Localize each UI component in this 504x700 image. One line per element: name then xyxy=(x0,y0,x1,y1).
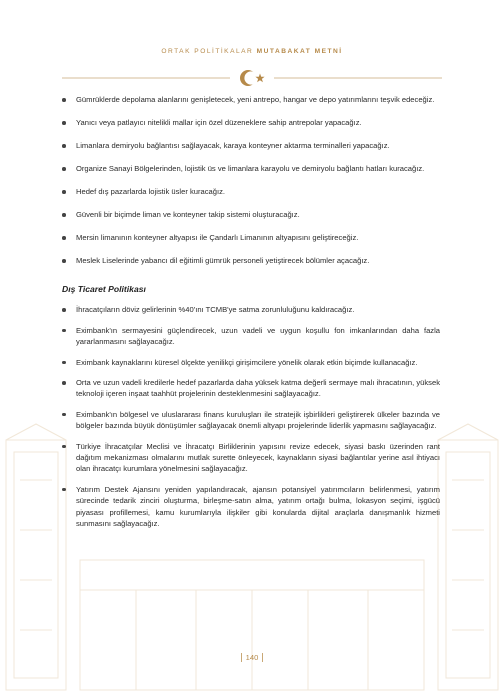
crescent-star-icon xyxy=(240,70,265,86)
bullet-text: Yatırım Destek Ajansını yeniden yapılandıracak, ajansın potansiyel yatırımcıların belirlenmesi, yatırım sürecinde tedarik zinciri oluşturma, birleşme-satın alma, yatırım ortağı bulma, lokasyon seçimi, işgücü piyasası profillemesi, kamu kurumlarıyla ilişkiler gibi konularda dijital araçlarla danışmanlık hizmeti sunmasını sağlayacağız. xyxy=(76,484,440,529)
bullet-text: Türkiye İhracatçılar Meclisi ve İhracatçı Birliklerinin yapısını revize edecek, siyasi baskı üzerinden rant dağıtım mekanizması olmalarını mutlak surette önleyecek, kaynakların siyasi bağlantılar yerine asıl ihtiyacı olan ihracatçı kurumlara yönelmesini sağlayacağız. xyxy=(76,441,440,474)
bullet-dot-icon xyxy=(62,413,66,417)
bullet-text: Eximbank'ın sermayesini güçlendirecek, uzun vadeli ve uygun koşullu fon imkanlarından daha fazla yararlanmasını sağlayacağız. xyxy=(76,325,440,347)
bullet-dot-icon xyxy=(62,361,66,365)
bullet-text: Eximbank kaynaklarını küresel ölçekte yenilikçi girişimcilere yönelik olarak etkin biçimde kullanacağız. xyxy=(76,357,418,367)
bullet-text: Gümrüklerde depolama alanlarını genişletecek, yeni antrepo, hangar ve depo yatırımlarını teşvik edeceğiz. xyxy=(76,95,435,104)
bullet-text: Meslek Liselerinde yabancı dil eğitimli gümrük personeli yetiştirecek bölümler açacağız. xyxy=(76,256,370,265)
bullet-dot-icon xyxy=(62,98,66,102)
bullet-item xyxy=(62,325,440,348)
page-number-text: 140 xyxy=(241,653,264,662)
bullet-item xyxy=(62,140,440,151)
bullet-dot-icon xyxy=(62,259,66,263)
foreign-trade-section xyxy=(62,304,440,529)
bullet-item xyxy=(62,409,440,432)
bullet-dot-icon xyxy=(62,167,66,171)
section-title: Dış Ticaret Politikası xyxy=(62,284,146,295)
bullet-text: Orta ve uzun vadeli kredilerle hedef pazarlarda daha yüksek katma değerli sermaye malı ihracatının, yüksek teknoloji içeren inşaat taahhüt projelerinin desteklenmesini sağlayacağız. xyxy=(76,378,440,399)
page-number xyxy=(232,653,272,662)
bullet-text: Yanıcı veya patlayıcı nitelikli mallar için özel düzeneklere sahip antrepolar yapacağız. xyxy=(76,118,362,127)
bullet-dot-icon xyxy=(62,308,66,312)
bullet-dot-icon xyxy=(62,121,66,125)
bullet-item xyxy=(62,357,440,368)
bullet-item xyxy=(62,117,440,128)
crescent-star-divider xyxy=(62,66,442,90)
bullet-item xyxy=(62,209,440,220)
header-right-text: MUTABAKAT METNİ xyxy=(256,48,343,55)
bullet-text: Eximbank'ın bölgesel ve uluslararası finans kuruluşları ile stratejik işbirlikleri geliştirerek ülkeler bazında ve bölgeler bazında büyük dönüşümler sağlayacak önemli altyapı projelerinde liderlik yapmasını sağlayacağız. xyxy=(76,409,440,431)
header-left-text: ORTAK POLİTİKALAR xyxy=(161,48,254,55)
bullet-item xyxy=(62,163,440,174)
bullet-text: Organize Sanayi Bölgelerinden, lojistik üs ve limanlara karayolu ve demiryolu bağlantı hatları kuracağız. xyxy=(76,164,425,173)
bullet-item xyxy=(62,94,440,105)
page-content xyxy=(62,94,440,539)
bullet-dot-icon xyxy=(62,329,66,333)
bullet-text: Limanlara demiryolu bağlantısı sağlayacak, karaya konteyner aktarma terminalleri yapacağız. xyxy=(76,141,390,150)
bullet-text: Güvenli bir biçimde liman ve konteyner takip sistemi oluşturacağız. xyxy=(76,210,300,219)
bullet-dot-icon xyxy=(62,213,66,217)
bullet-item xyxy=(62,484,440,530)
bullet-dot-icon xyxy=(62,236,66,240)
bullet-dot-icon xyxy=(62,144,66,148)
bullet-item xyxy=(62,304,440,315)
bullet-item xyxy=(62,377,440,400)
running-header xyxy=(0,48,504,55)
logistics-section xyxy=(62,94,440,266)
bullet-dot-icon xyxy=(62,445,66,449)
bullet-dot-icon xyxy=(62,190,66,194)
bullet-text: Mersin limanının konteyner altyapısı ile Çandarlı Limanının altyapısını geliştireceğiz. xyxy=(76,233,359,242)
bullet-item xyxy=(62,232,440,243)
bullet-item xyxy=(62,255,440,266)
bullet-text: İhracatçıların döviz gelirlerinin %40'ını TCMB'ye satma zorunluluğunu kaldıracağız. xyxy=(76,305,355,315)
bullet-dot-icon xyxy=(62,488,66,492)
bullet-text: Hedef dış pazarlarda lojistik üsler kuracağız. xyxy=(76,187,225,196)
bullet-item xyxy=(62,441,440,475)
bullet-item xyxy=(62,186,440,197)
bullet-dot-icon xyxy=(62,381,66,385)
